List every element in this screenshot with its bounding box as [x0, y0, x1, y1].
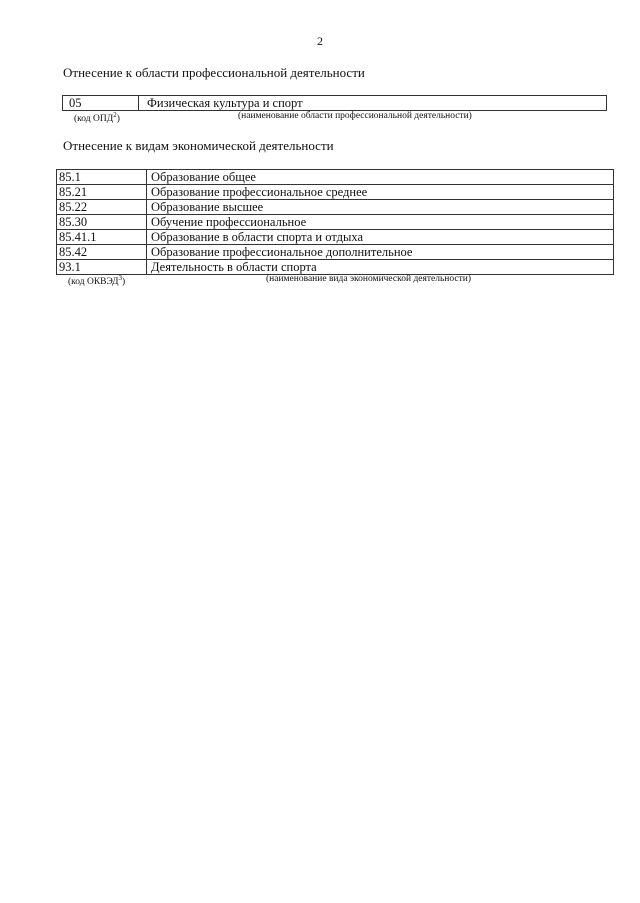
- okved-heading: Отнесение к видам экономической деятельности: [63, 138, 334, 153]
- table-row: [57, 260, 614, 275]
- okved-name: Образование общее: [147, 170, 614, 185]
- okved-code-caption-end: ): [121, 277, 126, 288]
- okved-name: Обучение профессиональное: [147, 215, 614, 230]
- okved-code: 85.22: [57, 200, 147, 215]
- okved-code-caption-text: (код ОКВЭД: [68, 277, 119, 288]
- opd-name-caption: (наименование области профессиональной деятельности): [238, 111, 472, 121]
- okved-code: 85.21: [57, 185, 147, 200]
- table-row: [57, 230, 614, 245]
- okved-name: Образование высшее: [147, 200, 614, 215]
- opd-heading: Отнесение к области профессиональной деятельности: [63, 65, 365, 80]
- okved-name: Образование профессиональное дополнительное: [147, 245, 614, 260]
- okved-name: Деятельность в области спорта: [147, 260, 614, 275]
- okved-name: Образование профессиональное среднее: [147, 185, 614, 200]
- okved-code: 93.1: [57, 260, 147, 275]
- table-row: [57, 215, 614, 230]
- footnote-mark: 3: [118, 274, 122, 282]
- okved-name-caption: (наименование вида экономической деятельности): [266, 274, 471, 284]
- opd-code-caption-end: ): [116, 114, 120, 125]
- okved-name: Образование в области спорта и отдыха: [147, 230, 614, 245]
- okved-table: [56, 169, 614, 275]
- table-row: [57, 200, 614, 215]
- opd-code-caption: [74, 111, 120, 124]
- okved-code: 85.42: [57, 245, 147, 260]
- okved-code: 85.1: [57, 170, 147, 185]
- okved-code-caption: [68, 274, 125, 287]
- footnote-mark: 2: [113, 111, 117, 119]
- table-row: [57, 185, 614, 200]
- okved-code: 85.41.1: [57, 230, 147, 245]
- table-row: [57, 245, 614, 260]
- opd-name: Физическая культура и спорт: [139, 96, 607, 111]
- opd-code-caption-text: (код ОПД: [74, 114, 114, 125]
- table-row: [57, 170, 614, 185]
- table-row: [63, 96, 607, 111]
- okved-code: 85.30: [57, 215, 147, 230]
- page-number: 2: [317, 34, 323, 48]
- opd-table: [62, 95, 607, 111]
- opd-code: 05: [63, 96, 139, 111]
